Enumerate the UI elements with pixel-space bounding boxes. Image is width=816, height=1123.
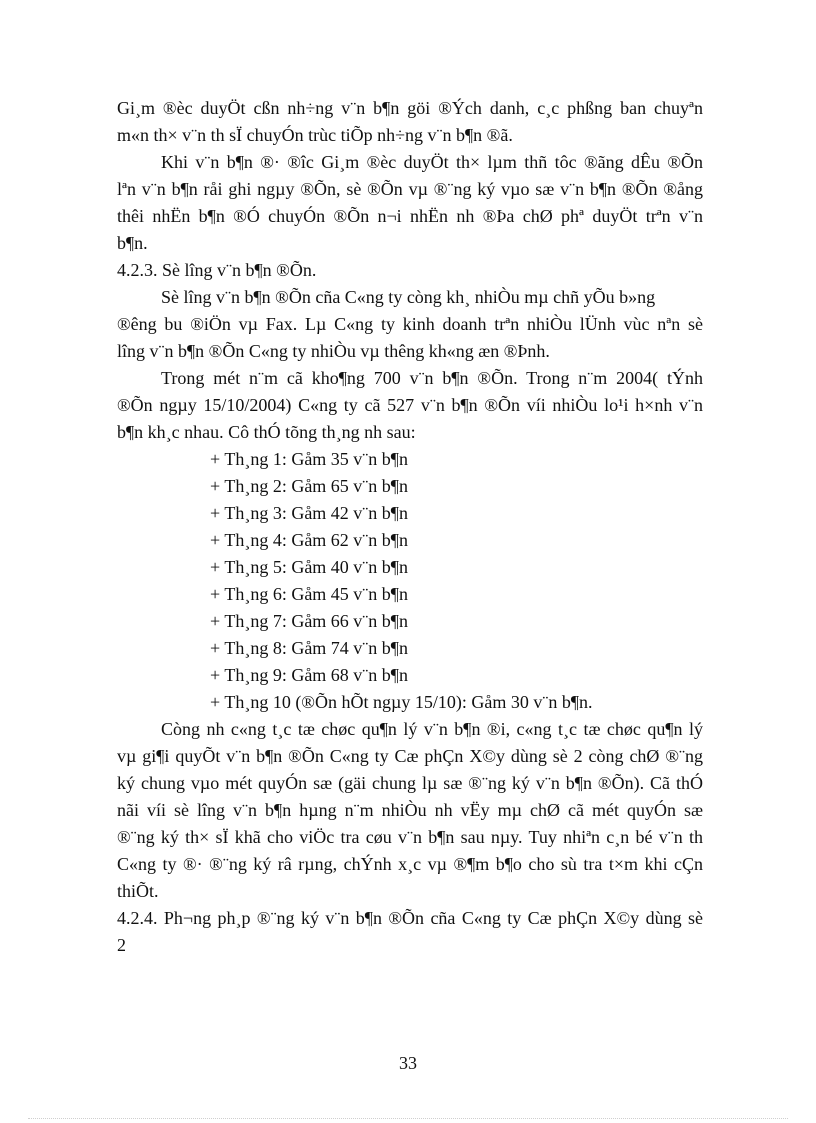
- paragraph-line: b¶n.: [117, 233, 148, 253]
- month-item: + Th¸ng 7: Gåm 66 v¨n b¶n: [210, 611, 408, 631]
- paragraph-line: b¶n kh¸c nhau. Cô thÓ tõng th¸ng nh sau:: [117, 422, 416, 442]
- month-item: + Th¸ng 2: Gåm 65 v¨n b¶n: [210, 476, 408, 496]
- paragraph-line: thiÕt.: [117, 881, 159, 901]
- paragraph-line: C«ng ty ®· ®¨ng ký râ rµng, chÝnh x¸c vµ ®¶m b¶o cho sù tra t×m khi cÇn: [117, 854, 703, 874]
- month-item: + Th¸ng 3: Gåm 42 v¨n b¶n: [210, 503, 408, 523]
- body-text: [117, 95, 703, 959]
- month-item: + Th¸ng 6: Gåm 45 v¨n b¶n: [210, 584, 408, 604]
- paragraph-line: lªn v¨n b¶n råi ghi ngµy ®Õn, sè ®Õn vµ ®¨ng ký vµo sæ v¨n b¶n ®Õn ®ång: [117, 179, 703, 199]
- paragraph-line: m«n th× v¨n th sÏ chuyÓn trùc tiÕp nh÷ng v¨n b¶n ®ã.: [117, 125, 513, 145]
- month-item: + Th¸ng 9: Gåm 68 v¨n b¶n: [210, 665, 408, 685]
- section-heading: 2: [117, 935, 126, 955]
- paragraph-line: lîng v¨n b¶n ®Õn C«ng ty nhiÒu vµ thêng kh«ng æn ®Þnh.: [117, 341, 550, 361]
- month-item: + Th¸ng 1: Gåm 35 v¨n b¶n: [210, 449, 408, 469]
- paragraph-line: nãi víi sè lîng v¨n b¶n hµng n¨m nhiÒu nh vËy mµ chØ cã mét quyÓn sæ: [117, 800, 703, 820]
- paragraph-line: ®¨ng ký th× sÏ khã cho viÖc tra cøu v¨n b¶n sau nµy. Tuy nhiªn c¸n bé v¨n th: [117, 827, 703, 847]
- month-item: + Th¸ng 4: Gåm 62 v¨n b¶n: [210, 530, 408, 550]
- paragraph-line: vµ gi¶i quyÕt v¨n b¶n ®Õn C«ng ty Cæ phÇn X©y dùng sè 2 còng chØ ®¨ng: [117, 746, 703, 766]
- paragraph-line: thêi nhËn b¶n ®Ó chuyÓn ®Õn n¬i nhËn nh ®Þa chØ phª duyÖt trªn v¨n: [117, 206, 703, 226]
- page-bottom-divider: [28, 1118, 788, 1119]
- paragraph-line: Trong mét n¨m cã kho¶ng 700 v¨n b¶n ®Õn. Trong n¨m 2004( tÝnh: [161, 368, 703, 388]
- paragraph-line: ®Õn ngµy 15/10/2004) C«ng ty cã 527 v¨n b¶n ®Õn víi nhiÒu lo¹i h×nh v¨n: [117, 395, 703, 415]
- paragraph-line: Khi v¨n b¶n ®· ®îc Gi¸m ®èc duyÖt th× lµm thñ tôc ®ãng dÊu ®Õn: [161, 152, 703, 172]
- paragraph-line: Còng nh c«ng t¸c tæ chøc qu¶n lý v¨n b¶n ®i, c«ng t¸c tæ chøc qu¶n lý: [161, 719, 703, 739]
- section-heading: 4.2.3. Sè lîng v¨n b¶n ®Õn.: [117, 260, 317, 280]
- month-item: + Th¸ng 10 (®Õn hÕt ngµy 15/10): Gåm 30 v¨n b¶n.: [210, 692, 593, 712]
- section-heading: 4.2.4. Ph¬ng ph¸p ®¨ng ký v¨n b¶n ®Õn cña C«ng ty Cæ phÇn X©y dùng sè: [117, 908, 703, 928]
- paragraph-line: ®êng bu ®iÖn vµ Fax. Lµ C«ng ty kinh doanh trªn nhiÒu lÜnh vùc nªn sè: [117, 314, 703, 334]
- month-item: + Th¸ng 8: Gåm 74 v¨n b¶n: [210, 638, 408, 658]
- page-number: 33: [399, 1053, 417, 1073]
- paragraph-line: ký chung vµo mét quyÓn sæ (gäi chung lµ sæ ®¨ng ký v¨n b¶n ®Õn). Cã thÓ: [117, 773, 703, 793]
- month-item: + Th¸ng 5: Gåm 40 v¨n b¶n: [210, 557, 408, 577]
- paragraph-line: Gi¸m ®èc duyÖt cßn nh÷ng v¨n b¶n göi ®Ých danh, c¸c phßng ban chuyªn: [117, 98, 703, 118]
- paragraph-line: Sè lîng v¨n b¶n ®Õn cña C«ng ty còng kh¸ nhiÒu mµ chñ yÕu b»ng: [161, 287, 656, 307]
